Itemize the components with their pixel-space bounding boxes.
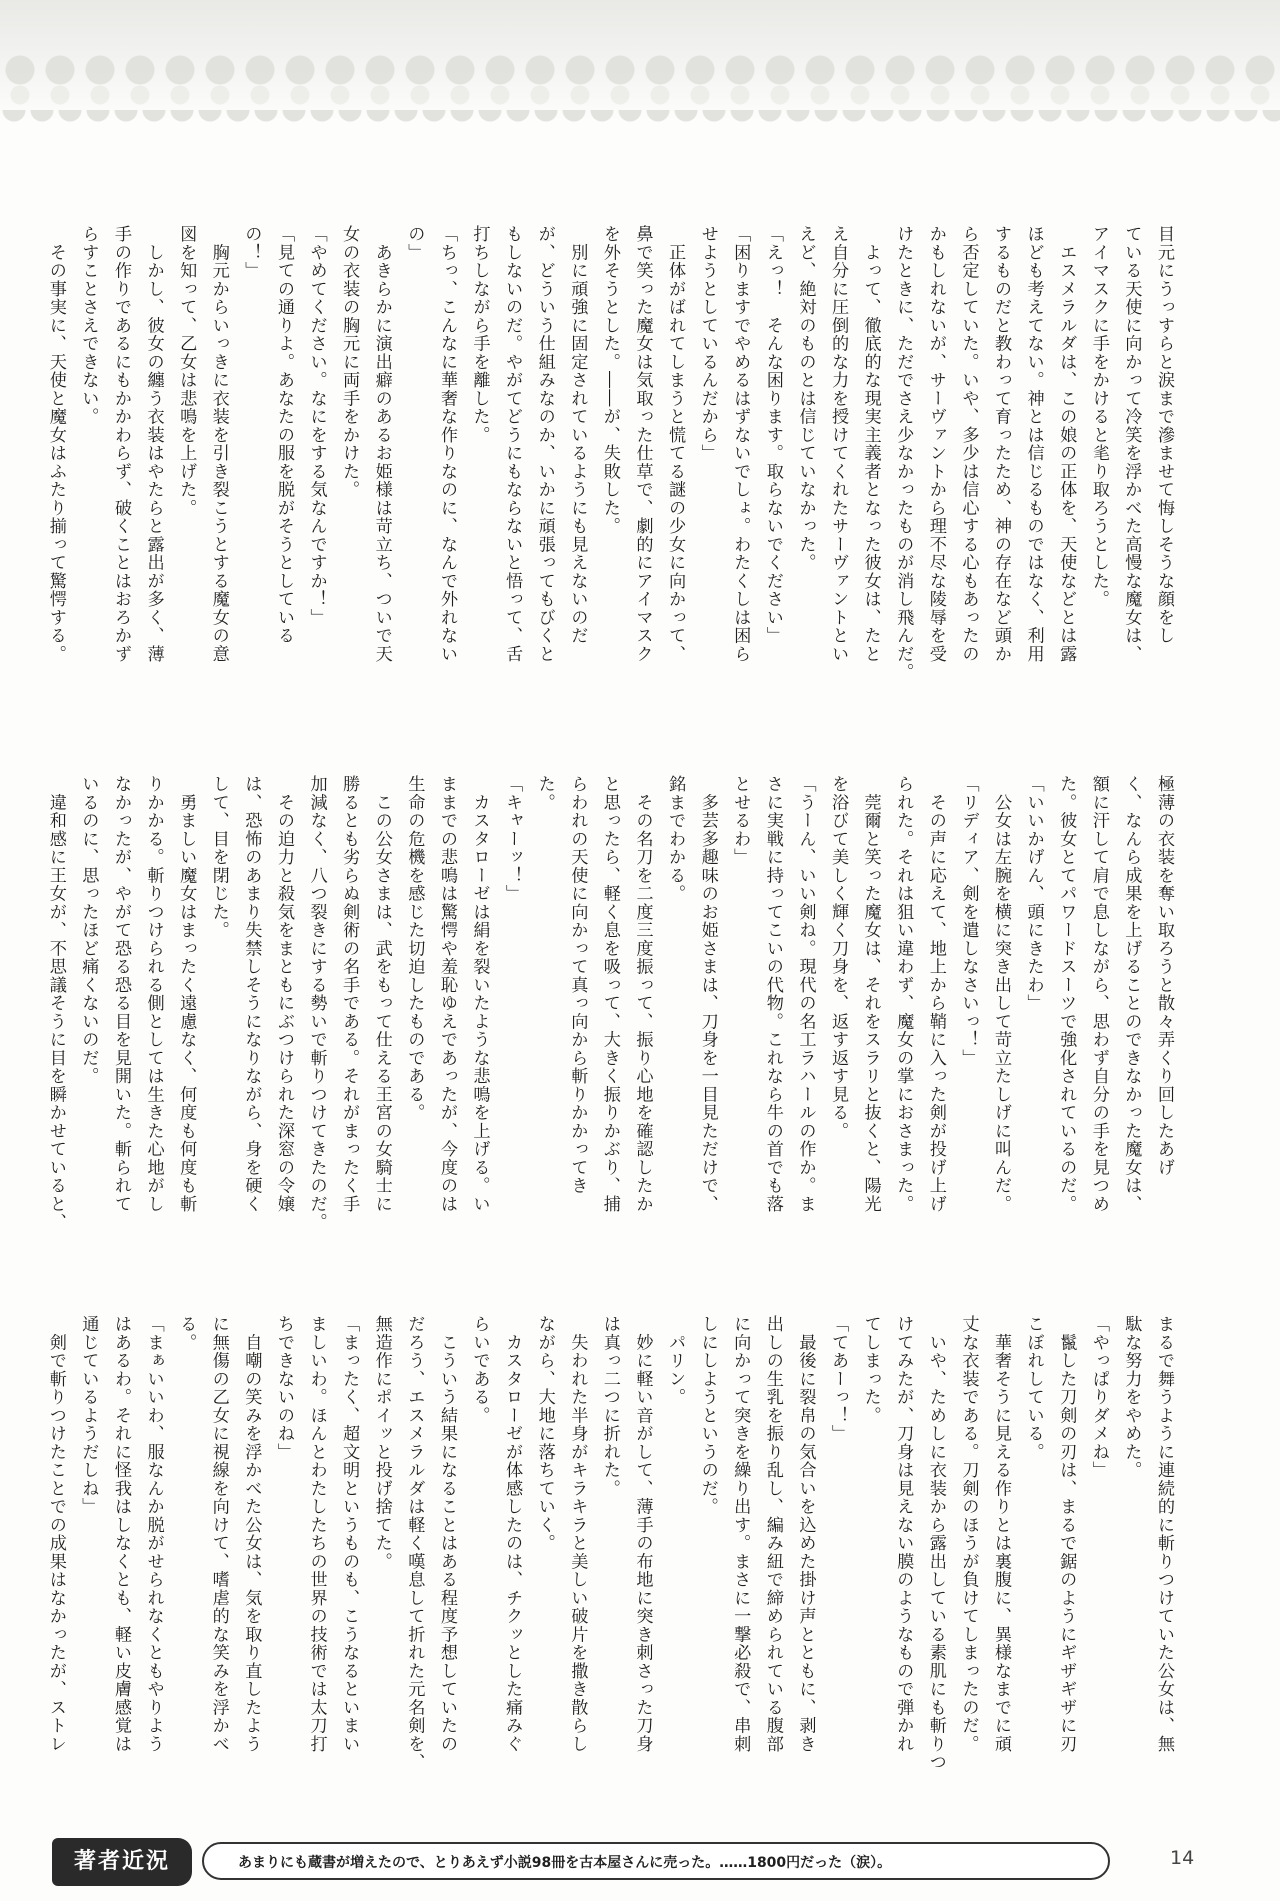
author-notes-bar [52,1838,1110,1886]
page-number: 14 [1170,1847,1195,1869]
lace-border-decoration [0,0,1280,120]
text-block-bottom: まるで舞うように連続的に斬りつけていた公女は、無 駄な努力をやめた。 「やっぱりダメね」 鬣した刀剣の刃は、まるで鋸のようにギザギザに刃 こぼれしている。 華奢そうに見える作りとは裏腹に、異様なまでに頑 丈な衣装である。刀剣のほうが負けてしまったのだ。 いや、ためしに衣装から露出している素肌にも斬りつ けてみたが、刀身は見えない膜のようなもので弾かれ てしまった。 「てあーっ！」 最後に裂帛の気合いを込めた掛け声とともに、剥き 出しの生乳を振り乱し、編み紐で締められている腹部 に向かって突きを繰り出す。まさに一撃必殺で、串刺 しにしようというのだ。 パリン。 妙に軽い音がして、薄手の布地に突き刺さった刀身 は真っ二つに折れた。 失われた半身がキラキラと美しい破片を撒き散らし ながら、大地に落ちていく。 カスタローゼが体感したのは、チクッとした痛みぐ らいである。 こういう結果になることはある程度予想していたの だろう、エスメラルダは軽く嘆息して折れた元名剣を、 無造作にポイッと投げ捨てた。 「まったく、超文明というものも、こうなるといまい ましいわ。ほんとわたしたちの世界の技術では太刀打 ちできないのね」 自嘲の笑みを浮かべた公女は、気を取り直したよう に無傷の乙女に視線を向けて、嗜虐的な笑みを浮かべ る。 「まぁいいわ、服なんか脱がせられなくともやりよう はあるわ。それに怪我はしなくとも、軽い皮膚感覚は 通じているようだしね」 剣で斬りつけたことでの成果はなかったが、ストレ [45,1315,1174,1772]
author-notes-label: 著者近況 [52,1838,192,1886]
author-notes-text: あまりにも蔵書が増えたので、とりあえず小説98冊を古本屋さんに売った。……1800円だった（涙）。 [202,1842,1110,1880]
lace-scallop-decoration [0,110,1280,132]
text-block-top: 目元にうっすらと涙まで滲ませて悔しそうな顔をし ている天使に向かって冷笑を浮かべた高慢な魔女は、 アイマスクに手をかけると毟り取ろうとした。 エスメラルダは、この娘の正体を、天使などとは露 ほども考えてない。神とは信じるものではなく、利用 するものだと教わって育ったため、神の存在など頭か ら否定していた。いや、多少は信心する心もあったの かもしれないが、サーヴァントから理不尽な陵辱を受 けたときに、ただでさえ少なかったものが消し飛んだ。 よって、徹底的な現実主義者となった彼女は、たと え自分に圧倒的な力を授けてくれたサーヴァントとい えど、絶対のものとは信じていなかった。 「えっ！ そんな困ります。取らないでください」 「困りますでやめるはずないでしょ。わたくしは困ら せようとしているんだから」 正体がばれてしまうと慌てる謎の少女に向かって、 鼻で笑った魔女は気取った仕草で、劇的にアイマスク を外そうとした。――が、失敗した。 別に頑強に固定されているようにも見えないのだ が、どういう仕組みなのか、いかに頑張ってもびくと もしないのだ。やがてどうにもならないと悟って、舌 打ちしながら手を離した。 「ちっ、こんなに華奢な作りなのに、なんで外れない の」 あきらかに演出癖のあるお姫様は苛立ち、ついで天 女の衣装の胸元に両手をかけた。 「やめてください。なにをする気なんですか！」 「見ての通りよ。あなたの服を脱がそうとしている の！」 胸元からいっきに衣装を引き裂こうとする魔女の意 図を知って、乙女は悲鳴を上げた。 しかし、彼女の纏う衣装はやたらと露出が多く、薄 手の作りであるにもかかわらず、破くことはおろかず らすことさえできない。 その事実に、天使と魔女はふたり揃って驚愕する。 [45,225,1174,682]
text-block-middle: 極薄の衣装を奪い取ろうと散々弄くり回したあげ く、なんら成果を上げることのできなかった魔女は、 額に汗して肩で息しながら、思わず自分の手を見つめ た。彼女とてパワードスーツで強化されているのだ。 「いいかげん、頭にきたわ」 公女は左腕を横に突き出して苛立たしげに叫んだ。 「リディア、剣を遣しなさいっ！」 その声に応えて、地上から鞘に入った剣が投げ上げ られた。それは狙い違わず、魔女の掌におさまった。 莞爾と笑った魔女は、それをスラリと抜くと、陽光 を浴びて美しく輝く刀身を、返す返す見る。 「うーん、いい剣ね。現代の名工ラハールの作か。ま さに実戦に持ってこいの代物。これなら牛の首でも落 とせるわ」 多芸多趣味のお姫さまは、刀身を一目見ただけで、 銘までわかる。 その名刀を二度三度振って、振り心地を確認したか と思ったら、軽く息を吸って、大きく振りかぶり、捕 らわれの天使に向かって真っ向から斬りかかってき た。 「キャーッ！」 カスタローゼは絹を裂いたような悲鳴を上げる。い ままでの悲鳴は驚愕や羞恥ゆえであったが、今度のは 生命の危機を感じた切迫したものである。 この公女さまは、武をもって仕える王宮の女騎士に 勝るとも劣らぬ剣術の名手である。それがまったく手 加減なく、八つ裂きにする勢いで斬りつけてきたのだ。 その迫力と殺気をまともにぶつけられた深窓の令嬢 は、恐怖のあまり失禁しそうになりながら、身を硬く して、目を閉じた。 勇ましい魔女はまったく遠慮なく、何度も何度も斬 りかかる。斬りつけられる側としては生きた心地がし なかったが、やがて恐る恐る目を見開いた。斬られて いるのに、思ったほど痛くないのだ。 違和感に王女が、不思議そうに目を瞬かせていると、 [45,775,1174,1232]
